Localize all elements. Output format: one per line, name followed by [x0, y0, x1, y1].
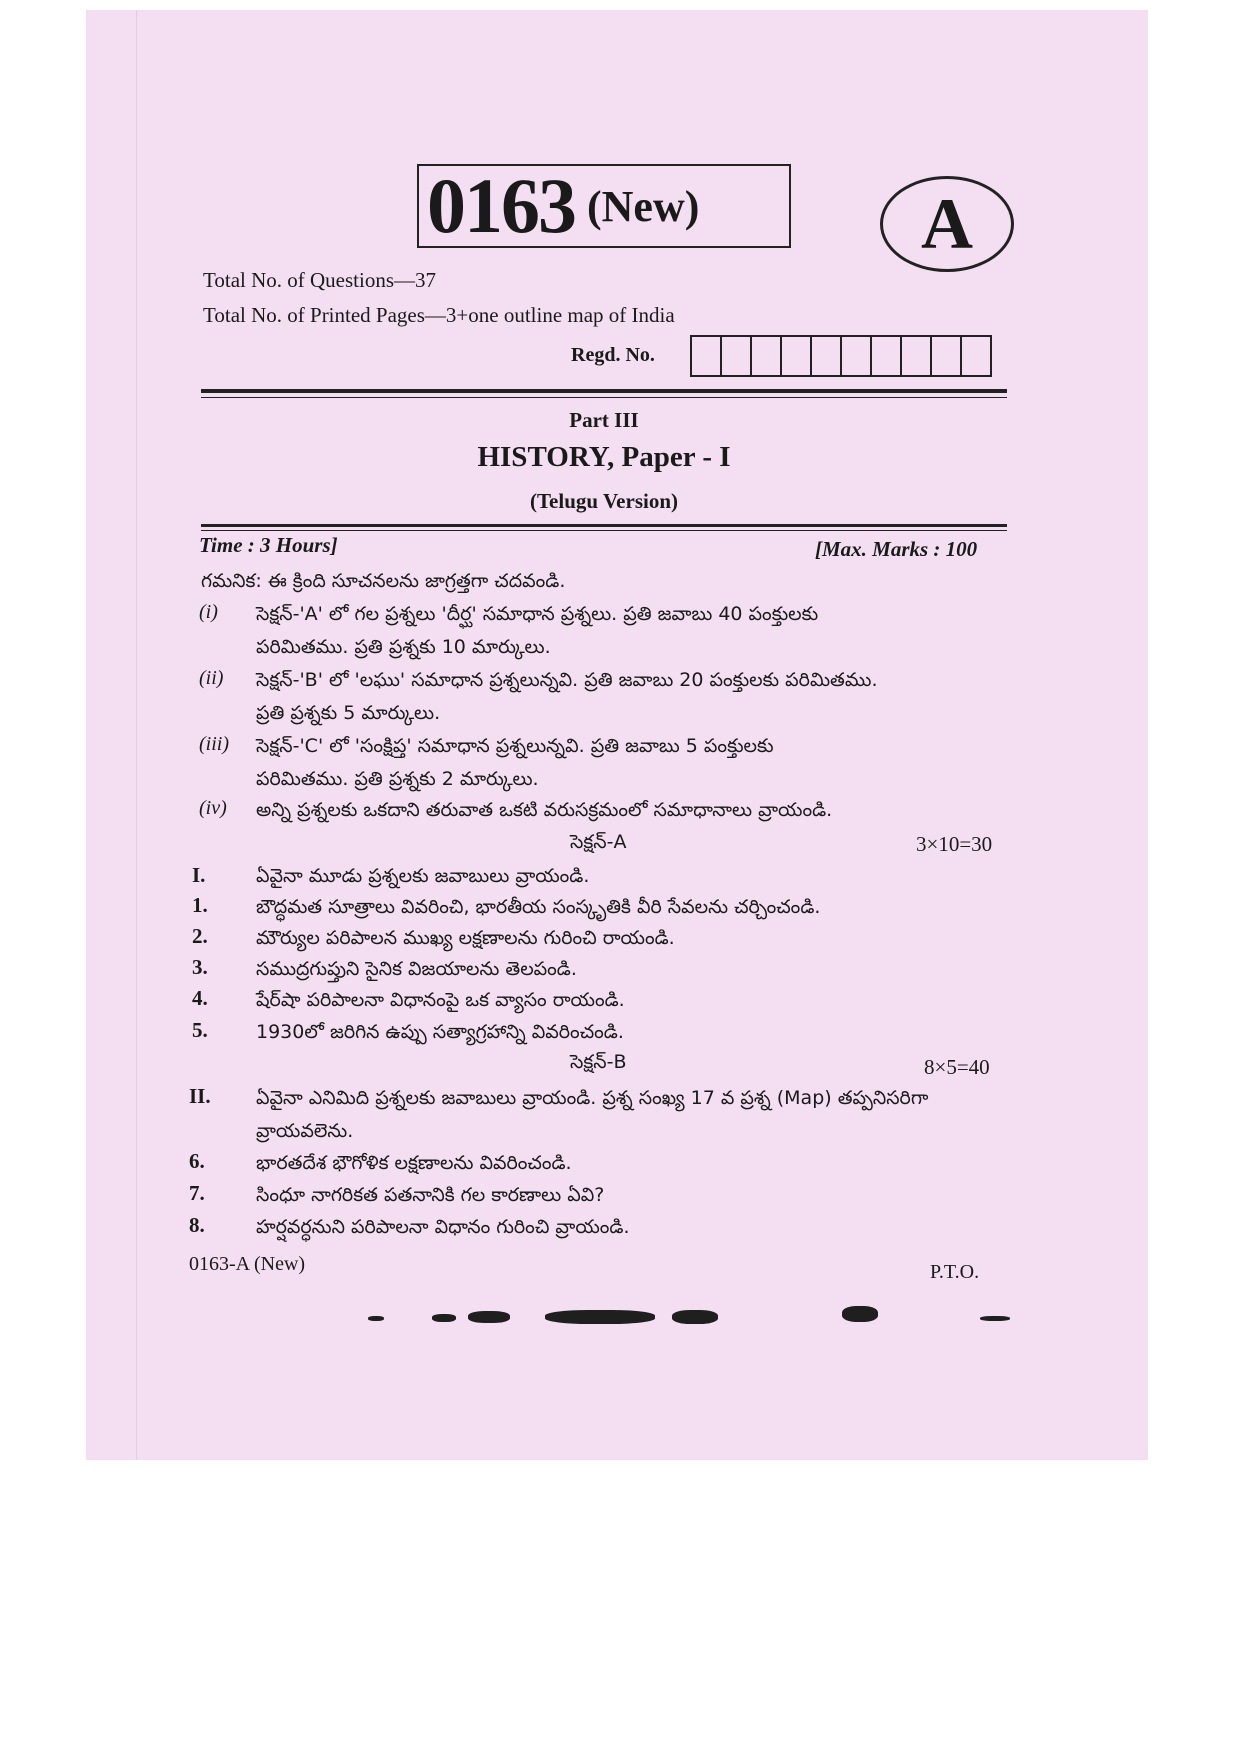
instruction-text: సెక్షన్-'C' లో 'సంక్షిప్త' సమాధాన ప్రశ్నలున్నవి. ప్రతి జవాబు 5 పంక్తులకు: [256, 735, 774, 757]
section-a-title: సెక్షన్-A: [570, 831, 627, 853]
instruction-number: (iii): [199, 733, 229, 755]
question-group-number: I.: [192, 863, 206, 887]
question-number: 8.: [189, 1213, 205, 1237]
scan-smudge: [545, 1310, 655, 1324]
regd-number-boxes: [690, 335, 992, 377]
instruction-text: సెక్షన్-'A' లో గల ప్రశ్నలు 'దీర్ఘ' సమాధాన ప్రశ్నలు. ప్రతి జవాబు 40 పంక్తులకు: [256, 603, 819, 625]
divider: [201, 530, 1007, 531]
instruction-text: అన్ని ప్రశ్నలకు ఒకదాని తరువాత ఒకటి వరుసక్రమంలో సమాధానాలు వ్రాయండి.: [256, 799, 833, 821]
scan-smudge: [432, 1314, 456, 1322]
version-label: (Telugu Version): [529, 489, 678, 513]
section-b-marks: 8×5=40: [924, 1055, 990, 1079]
question-number: 3.: [192, 955, 208, 979]
question-number: 7.: [189, 1181, 205, 1205]
series-badge: A: [880, 176, 1014, 272]
question-text: సముద్రగుప్తుని సైనిక విజయాలను తెలపండి.: [256, 958, 577, 980]
question-text: బౌద్ధమత సూత్రాలు వివరించి, భారతీయ సంస్కృతికి వీరి సేవలను చర్చించండి.: [256, 896, 821, 918]
question-text: సింధూ నాగరికత పతనానికి గల కారణాలు ఏవి?: [256, 1184, 605, 1206]
regd-label: Regd. No.: [571, 344, 655, 366]
question-text: మౌర్యుల పరిపాలన ముఖ్య లక్షణాలను గురించి రాయండి.: [256, 927, 675, 949]
divider: [201, 389, 1007, 393]
scan-smudge: [672, 1310, 718, 1324]
paper-code-box: [417, 164, 791, 248]
question-text: షేర్‌షా పరిపాలనా విధానంపై ఒక వ్యాసం రాయండి.: [256, 989, 625, 1011]
question-number: 2.: [192, 924, 208, 948]
question-text: భారతదేశ భౌగోళిక లక్షణాలను వివరించండి.: [256, 1152, 572, 1174]
question-group-number: II.: [189, 1084, 211, 1108]
part-label: Part III: [569, 408, 639, 432]
section-b-directive: ఏవైనా ఎనిమిది ప్రశ్నలకు జవాబులు వ్రాయండి. ప్రశ్న సంఖ్య 17 వ ప్రశ్న (Map) తప్పనిసరిగా: [256, 1087, 929, 1109]
max-marks-label: [Max. Marks : 100: [815, 537, 978, 561]
question-number: 4.: [192, 986, 208, 1010]
instruction-text: సెక్షన్-'B' లో 'లఘు' సమాధాన ప్రశ్నలున్నవి. ప్రతి జవాబు 20 పంక్తులకు పరిమితము.: [256, 669, 878, 691]
time-label: Time : 3 Hours]: [199, 533, 338, 557]
paper-code: 0163: [427, 162, 575, 249]
instruction-text: పరిమితము. ప్రతి ప్రశ్నకు 10 మార్కులు.: [256, 636, 551, 658]
paper-code-suffix: (New): [587, 181, 700, 231]
question-text: 1930లో జరిగిన ఉప్పు సత్యాగ్రహాన్ని వివరించండి.: [256, 1021, 624, 1043]
question-number: 1.: [192, 893, 208, 917]
total-pages: Total No. of Printed Pages—3+one outline map of India: [203, 303, 675, 327]
instruction-number: (iv): [199, 797, 227, 819]
scan-smudge: [468, 1311, 510, 1323]
instructions-heading: గమనిక: ఈ క్రింది సూచనలను జాగ్రత్తగా చదవండి.: [201, 570, 566, 592]
instruction-number: (ii): [199, 667, 224, 689]
footer-pto: P.T.O.: [930, 1261, 980, 1283]
scan-smudge: [980, 1316, 1010, 1321]
scan-smudge: [368, 1316, 384, 1321]
instruction-text: పరిమితము. ప్రతి ప్రశ్నకు 2 మార్కులు.: [256, 768, 539, 790]
section-b-title: సెక్షన్-B: [570, 1051, 627, 1073]
divider: [201, 524, 1007, 527]
question-text: హర్షవర్ధనుని పరిపాలనా విధానం గురించి వ్రాయండి.: [256, 1216, 630, 1238]
question-number: 6.: [189, 1149, 205, 1173]
section-a-directive: ఏవైనా మూడు ప్రశ్నలకు జవాబులు వ్రాయండి.: [256, 865, 590, 887]
instruction-number: (i): [199, 601, 218, 623]
question-number: 5.: [192, 1018, 208, 1042]
footer-code: 0163-A (New): [189, 1253, 306, 1275]
subject-title: HISTORY, Paper - I: [477, 441, 731, 473]
section-b-directive: వ్రాయవలెను.: [256, 1120, 354, 1142]
instruction-text: ప్రతి ప్రశ్నకు 5 మార్కులు.: [256, 702, 441, 724]
divider: [201, 397, 1007, 398]
total-questions: Total No. of Questions—37: [203, 268, 437, 292]
scan-smudge: [842, 1306, 878, 1322]
section-a-marks: 3×10=30: [916, 832, 993, 856]
